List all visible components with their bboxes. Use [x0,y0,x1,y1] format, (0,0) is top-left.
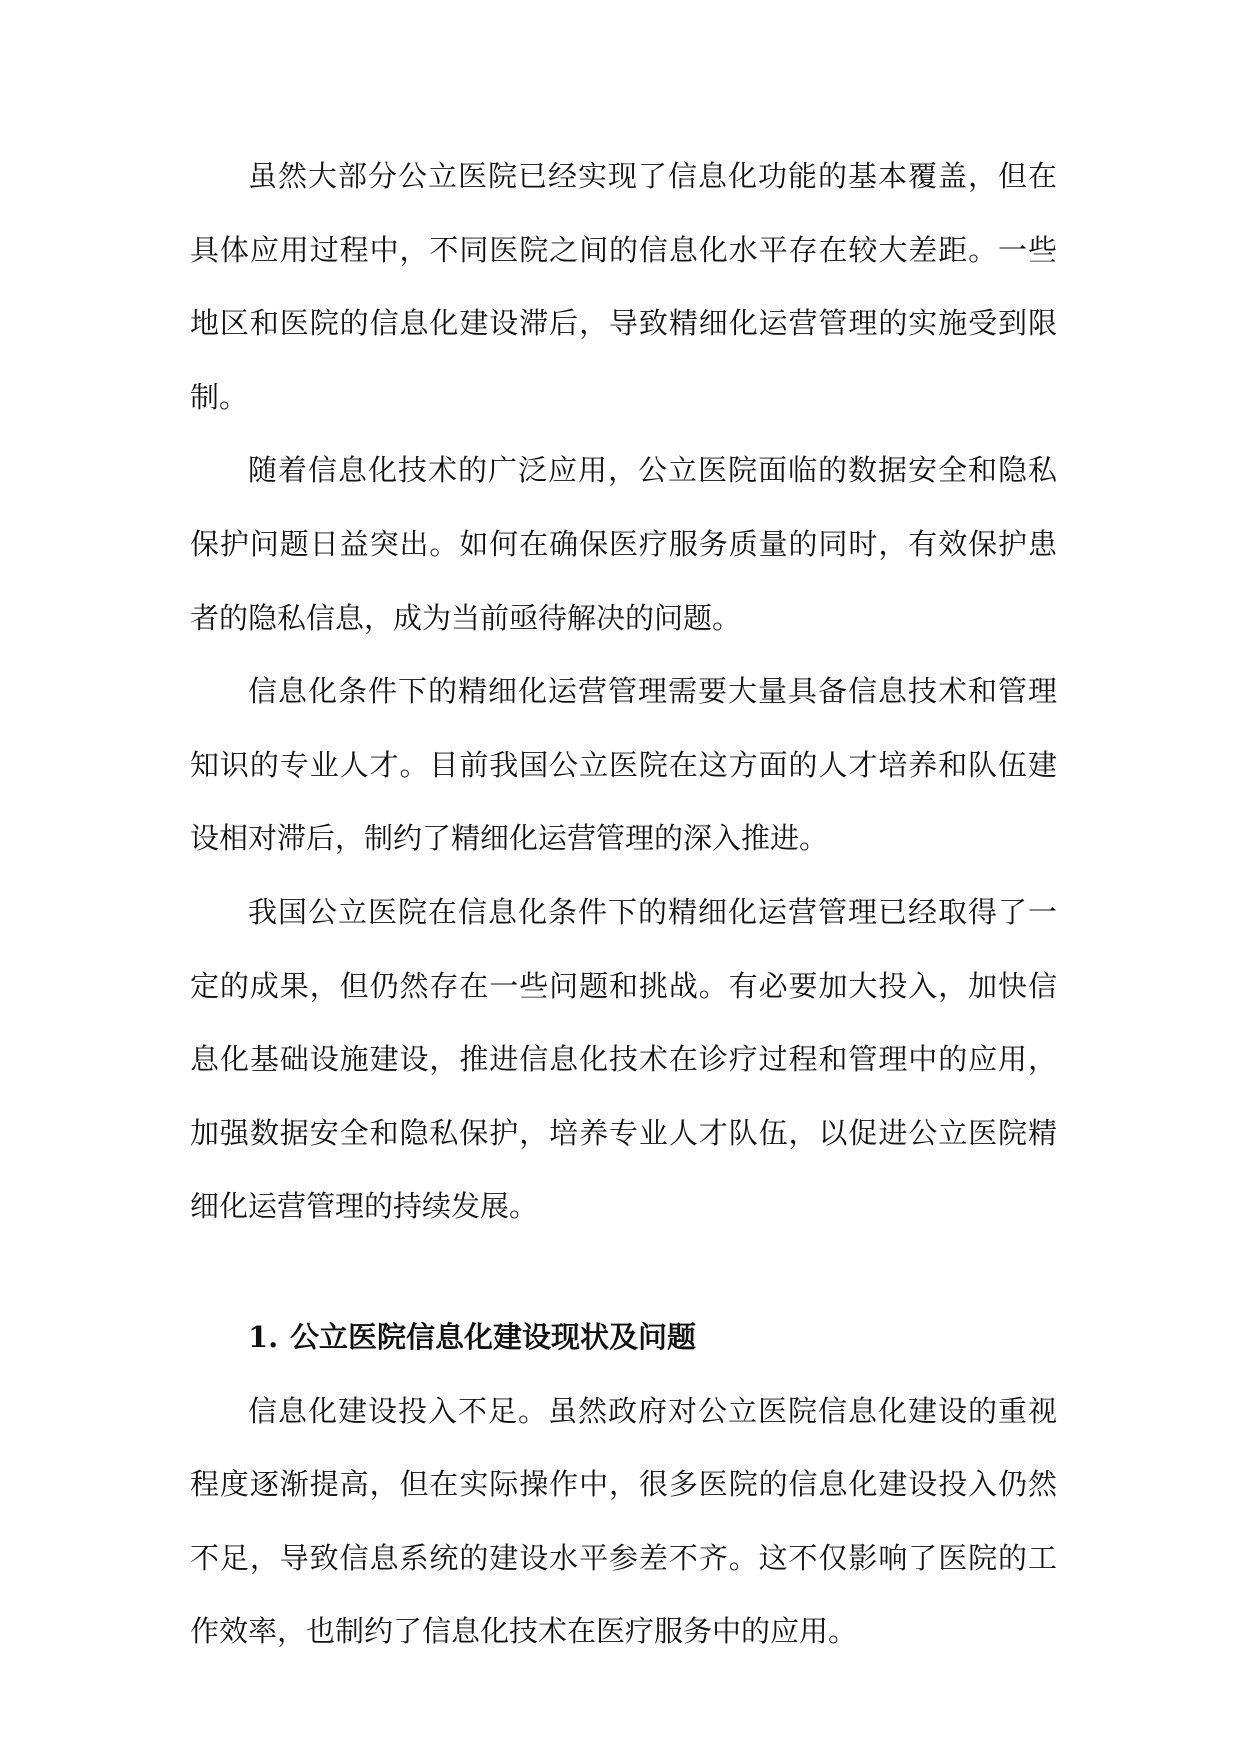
paragraph-summary: 我国公立医院在信息化条件下的精细化运营管理已经取得了一定的成果，但仍然存在一些问题和挑战。有必要加大投入，加快信息化基础设施建设，推进信息化技术在诊疗过程和管理中的应用，加强数据安全和隐私保护，培养专业人才队伍，以促进公立医院精细化运营管理的持续发展。 [190,894,1057,1224]
paragraph-info-level-gap: 虽然大部分公立医院已经实现了信息化功能的基本覆盖，但在具体应用过程中，不同医院之间的信息化水平存在较大差距。一些地区和医院的信息化建设滞后，导致精细化运营管理的实施受到限制。 [190,159,1057,414]
section-title: 公立医院信息化建设现状及问题 [290,1319,697,1354]
paragraph-data-security-privacy: 随着信息化技术的广泛应用，公立医院面临的数据安全和隐私保护问题日益突出。如何在确保医疗服务质量的同时，有效保护患者的隐私信息，成为当前亟待解决的问题。 [190,453,1057,635]
paragraph-investment-insufficient: 信息化建设投入不足。虽然政府对公立医院信息化建设的重视程度逐渐提高，但在实际操作中，很多医院的信息化建设投入仍然不足，导致信息系统的建设水平参差不齐。这不仅影响了医院的工作效率，也制约了信息化技术在医疗服务中的应用。 [190,1393,1057,1649]
document-body [190,140,1057,1669]
paragraph-talent-shortage: 信息化条件下的精细化运营管理需要大量具备信息技术和管理知识的专业人才。目前我国公立医院在这方面的人才培养和队伍建设相对滞后，制约了精细化运营管理的深入推进。 [190,674,1057,856]
section-heading [190,1301,1057,1375]
section-number: 1. [248,1319,279,1354]
